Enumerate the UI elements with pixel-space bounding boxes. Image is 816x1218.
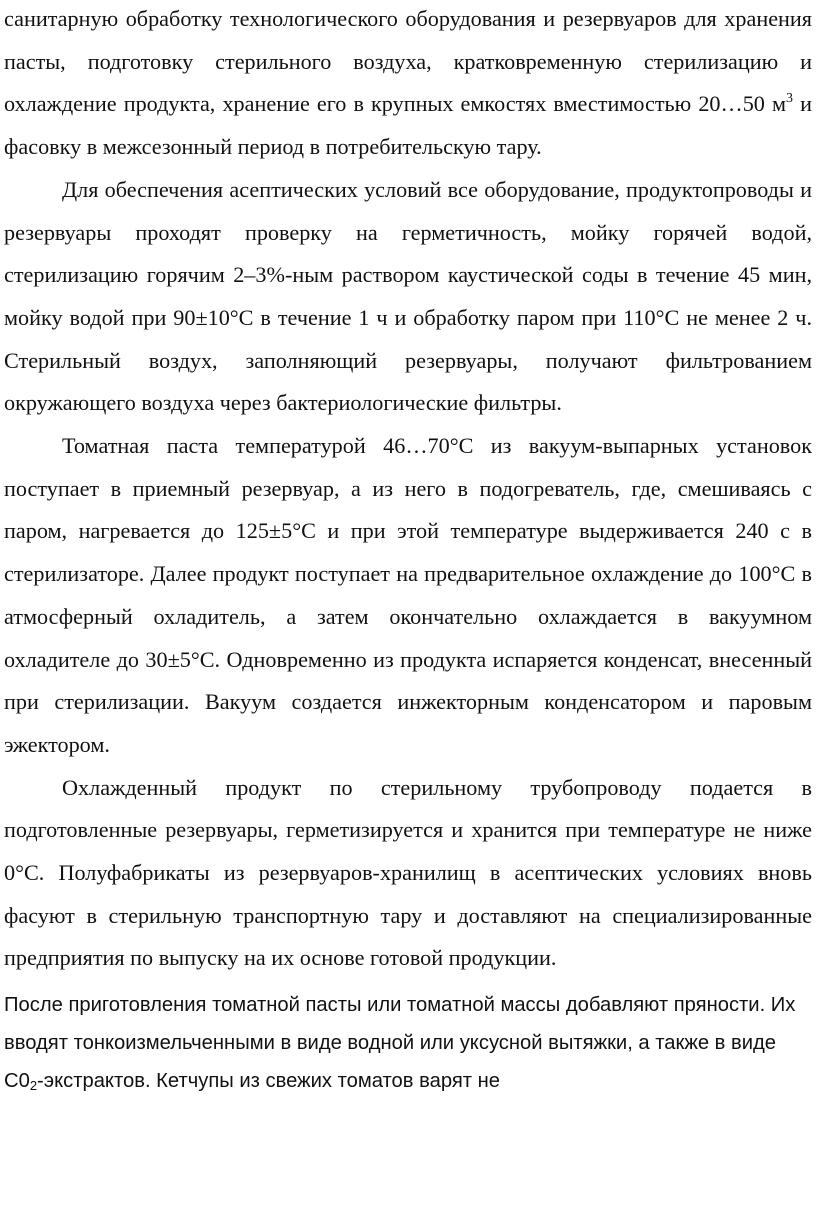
paragraph-continued [4, 0, 812, 169]
paragraph-aseptic-conditions: Для обеспечения асептических условий все оборудование, продуктопроводы и резервуары проходят проверку на герметичность, мойку горячей водой, стерилизацию горячим 2–3%-ным раствором каустической соды в течение 45 мин, мойку водой при 90±10°С в течение 1 ч и обработку паром при 110°С не менее 2 ч. Стерильный воздух, заполняющий резервуары, получают фильтрованием окружающего воздуха через бактериологические фильтры. [4, 176, 812, 416]
paragraph-text-tail: -экстрактов. Кетчупы из свежих томатов варят не [37, 1070, 500, 1093]
paragraph-text: санитарную обработку технологического оборудования и резервуаров для хранения пасты, подготовку стерильного воздуха, кратковременную стерилизацию и охлаждение продукта, хранение его в крупных емкостях вместимостью 20…50 м [4, 6, 812, 117]
subscript-two: 2 [29, 1078, 38, 1094]
paragraph-spices [4, 986, 812, 1100]
appended-text [4, 986, 812, 1100]
superscript-cubic: 3 [786, 91, 794, 107]
paragraph-tomato-paste-process: Томатная паста температурой 46…70°С из вакуум-выпарных установок поступает в приемный резервуар, а из него в подогреватель, где, смешиваясь с паром, нагревается до 125±5°С и при этой температуре выдерживается 240 с в стерилизаторе. Далее продукт поступает на предварительное охлаждение до 100°С в атмосферный охладитель, а затем окончательно охлаждается в вакуумном охладителе до 30±5°С. Одновременно из продукта испаряется конденсат, внесенный при стерилизации. Вакуум создается инжекторным конденсатором и паровым эжектором. [4, 433, 812, 757]
paragraph-text-tail: и фасовку в межсезонный период в потребительскую тару. [4, 91, 813, 160]
main-text [4, 0, 812, 980]
paragraph-storage: Охлажденный продукт по стерильному трубопроводу подается в подготовленные резервуары, герметизируется и хранится при температуре не ниже 0°С. Полуфабрикаты из резервуаров-хранилищ в асептических условиях вновь фасуют в стерильную транспортную тару и доставляют на специализированные предприятия по выпуску на их основе готовой продукции. [4, 774, 812, 971]
paragraph-text: После приготовления томатной пасты или томатной массы добавляют пряности. Их вводят тонкоизмельченными в виде водной или уксусной вытяжки, а также в виде С0 [4, 994, 796, 1093]
